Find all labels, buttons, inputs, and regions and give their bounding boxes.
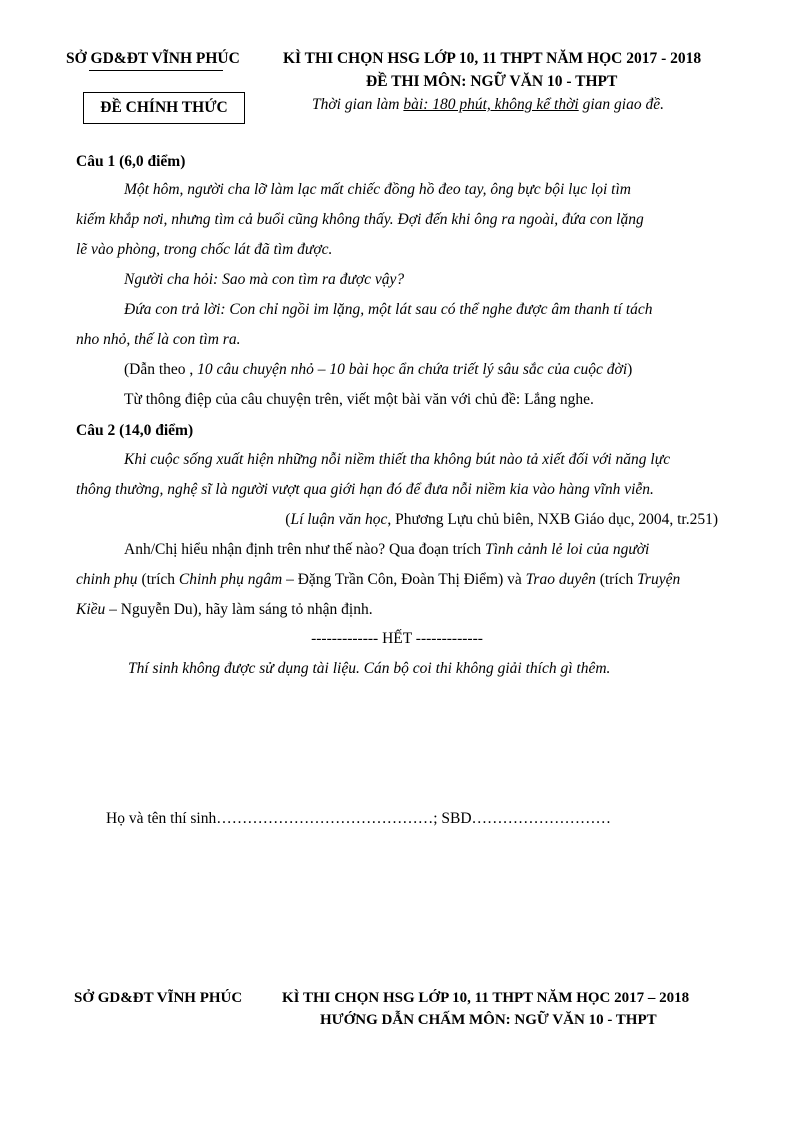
q1-source-title: 10 câu chuyện nhỏ – 10 bài học ẩn chứa triết lý sâu sắc của cuộc đời	[197, 361, 628, 378]
q1-story-line: nho nhỏ, thế là con tìm ra.	[76, 331, 241, 348]
q2-task-part: (trích	[137, 571, 179, 588]
q1-story-line: Đứa con trả lời: Con chỉ ngồi im lặng, một lát sau có thể nghe được âm thanh tí tách	[124, 301, 653, 318]
q2-task-line	[76, 601, 373, 619]
exam-note: Thí sinh không được sử dụng tài liệu. Cán bộ coi thi không giải thích gì thêm.	[128, 660, 611, 677]
q2-quote-line: Khi cuộc sống xuất hiện những nỗi niềm thiết tha không bút nào tả xiết đối với năng lực	[124, 451, 671, 468]
q2-task-part: Anh/Chị hiểu nhận định trên như thế nào? Qua đoạn trích	[124, 541, 485, 558]
q1-source	[124, 361, 632, 379]
exam-duration-part: Thời gian làm	[312, 96, 404, 113]
q2-task-part: (trích	[595, 571, 638, 588]
q1-source-part: )	[627, 361, 633, 378]
q1-story-line: Người cha hỏi: Sao mà con tìm ra được vậy?	[124, 271, 405, 288]
department-name: SỞ GD&ĐT VĨNH PHÚC	[66, 50, 240, 67]
q1-story-line: lẽ vào phòng, trong chốc lát đã tìm được.	[76, 241, 333, 258]
q2-task-work-title: chinh phụ	[76, 571, 138, 588]
q2-citation-part: (	[285, 511, 291, 528]
q2-task-part: – Đặng Trần Côn, Đoàn Thị Điểm) và	[282, 571, 526, 588]
q1-story-line: Một hôm, người cha lỡ làm lạc mất chiếc đồng hồ đeo tay, ông bực bội lục lọi tìm	[124, 181, 631, 198]
q2-task-work-title: Kiều	[76, 601, 106, 618]
exam-duration	[312, 96, 664, 114]
q1-task: Từ thông điệp của câu chuyện trên, viết một bài văn với chủ đề: Lắng nghe.	[124, 391, 594, 408]
q1-story-line: kiếm khắp nơi, nhưng tìm cả buổi cũng không thấy. Đợi đến khi ông ra ngoài, đứa con lặng	[76, 211, 644, 228]
footer-exam-title: KÌ THI CHỌN HSG LỚP 10, 11 THPT NĂM HỌC 2017 – 2018	[282, 990, 690, 1006]
q2-citation	[285, 511, 718, 529]
end-marker: ------------- HẾT -------------	[311, 630, 483, 647]
department-underline	[89, 70, 223, 71]
question-1-title: Câu 1 (6,0 điểm)	[76, 153, 186, 170]
q2-quote-line: thông thường, nghệ sĩ là người vượt qua giới hạn đó để đưa nỗi niềm kia vào hàng vĩnh viễn.	[76, 481, 654, 498]
exam-title: KÌ THI CHỌN HSG LỚP 10, 11 THPT NĂM HỌC 2017 - 2018	[283, 50, 702, 67]
q2-citation-part: , Phương Lựu chủ biên, NXB Giáo dục, 2004, tr.251)	[387, 511, 718, 528]
q2-task-line	[76, 571, 680, 589]
q2-task-work-title: Chinh phụ ngâm	[178, 571, 283, 588]
official-exam-box: ĐỀ CHÍNH THỨC	[83, 92, 245, 124]
q1-source-part: (Dẫn theo ,	[124, 361, 198, 378]
exam-subject: ĐỀ THI MÔN: NGỮ VĂN 10 - THPT	[366, 73, 618, 90]
exam-duration-part: gian giao đề.	[578, 96, 664, 113]
q2-task-work-title: Truyện	[637, 571, 681, 588]
q2-task-work-title: Tình cảnh lẻ loi của người	[484, 541, 650, 558]
q2-citation-title: Lí luận văn học	[290, 511, 388, 528]
q2-task-part: – Nguyễn Du), hãy làm sáng tỏ nhận định.	[105, 601, 373, 618]
q2-task-line	[124, 541, 649, 559]
footer-department-name: SỞ GD&ĐT VĨNH PHÚC	[74, 990, 243, 1006]
exam-duration-underlined: bài: 180 phút, không kể thời	[403, 96, 579, 113]
question-2-title: Câu 2 (14,0 điểm)	[76, 422, 194, 439]
footer-grading-subject: HƯỚNG DẪN CHẤM MÔN: NGỮ VĂN 10 - THPT	[320, 1012, 657, 1028]
candidate-info-line: Họ và tên thí sinh……………………………………; SBD………………………	[106, 810, 612, 827]
q2-task-work-title: Trao duyên	[525, 571, 596, 588]
